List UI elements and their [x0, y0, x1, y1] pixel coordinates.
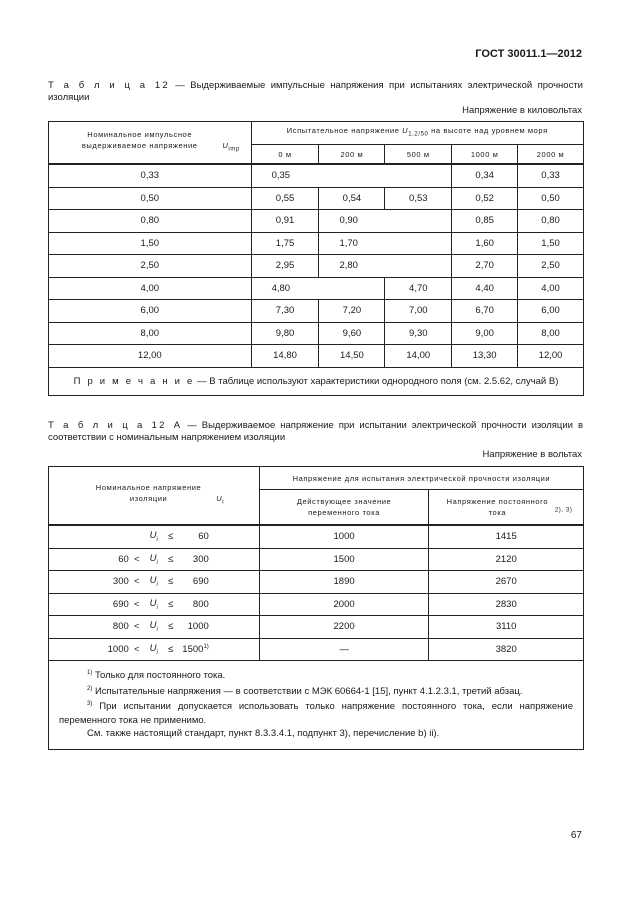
- table12-caption-text: — Выдерживаемые импульсные напряжения при испытаниях электрической прочности изоляции: [48, 80, 583, 103]
- table12-rated-value: 6,00: [49, 300, 252, 323]
- table12a-dc-value: 2830: [429, 593, 584, 616]
- table12a-col1-sub: i: [222, 499, 225, 506]
- table12-test-value: 7,30: [251, 300, 319, 323]
- table12a-col1-header: [49, 467, 260, 526]
- range-symbol-u: U: [149, 642, 157, 654]
- table12-rated-value: 2,50: [49, 255, 252, 278]
- table12-test-value: 1,70: [319, 232, 452, 255]
- table-row: [49, 277, 584, 300]
- table12-rated-value: 0,80: [49, 210, 252, 233]
- table12-note-label: П р и м е ч а н и е: [73, 375, 195, 387]
- table12-rated-value: 1,50: [49, 232, 252, 255]
- range-op-upper: ≤: [168, 598, 174, 610]
- range-op-upper: ≤: [168, 576, 174, 588]
- table-row: [49, 616, 584, 639]
- table12-test-value: 6,00: [518, 300, 584, 323]
- table12-test-value: 7,00: [385, 300, 452, 323]
- table-row: [49, 345, 584, 368]
- table-row: [49, 210, 584, 233]
- table12-test-value: 4,40: [452, 277, 518, 300]
- table12-group-sub: 1,2/50: [408, 131, 429, 138]
- table12-rated-value: 0,33: [49, 164, 252, 187]
- table12a: [48, 466, 584, 750]
- table12a-group-header: Напряжение для испытания электрической прочности изоляции: [259, 467, 583, 490]
- range-symbol-sub: i: [156, 582, 158, 589]
- table12-test-value: 0,52: [452, 187, 518, 210]
- table12a-ac-value: 1000: [259, 525, 429, 548]
- table12a-ac-header-text: Действующее значение переменного тока: [296, 497, 392, 517]
- table12-test-value: 2,80: [319, 255, 452, 278]
- table12-test-value: 0,91: [251, 210, 319, 233]
- table12-col1-header: [49, 122, 252, 165]
- table12a-dc-header: [429, 490, 584, 526]
- table12-caption-label: Т а б л и ц а 12: [48, 80, 170, 91]
- footnote-text: Только для постоянного тока.: [92, 670, 226, 682]
- table12-test-value: 0,85: [452, 210, 518, 233]
- table12a-range-cell: [49, 616, 260, 639]
- table12-altitude-header: 1000 м: [452, 145, 518, 165]
- table12-rated-value: 4,00: [49, 277, 252, 300]
- table12-test-value: 0,34: [452, 164, 518, 187]
- table12a-dc-value: 1415: [429, 525, 584, 548]
- table-row: [49, 593, 584, 616]
- range-op-lower: <: [134, 621, 140, 633]
- table12-group-symbol: U: [402, 126, 409, 136]
- table12a-dc-header-sup: 2), 3): [554, 507, 573, 514]
- range-upper: [179, 599, 209, 610]
- table-row: [49, 571, 584, 594]
- range-op-upper: ≤: [168, 531, 174, 543]
- range-lower: 60: [118, 553, 129, 565]
- footnote-mark: 1): [87, 670, 93, 676]
- range-lower: 690: [112, 598, 129, 610]
- range-symbol-u: U: [149, 575, 157, 587]
- table12a-ac-value: 1890: [259, 571, 429, 594]
- range-upper-value: 1500: [182, 643, 204, 655]
- table12-test-value: 4,70: [385, 277, 452, 300]
- table12-test-value: 2,70: [452, 255, 518, 278]
- range-upper: [179, 554, 209, 565]
- range-lower: 800: [112, 621, 129, 633]
- footnote: [59, 667, 573, 683]
- table12-caption: [48, 80, 583, 104]
- range-symbol-u: U: [149, 620, 157, 632]
- table12a-range-cell: [49, 548, 260, 571]
- range-upper-value: 300: [192, 553, 209, 565]
- range-symbol: [145, 530, 163, 543]
- table12a-range-cell: [49, 525, 260, 548]
- footnote-mark: 3): [87, 701, 93, 708]
- table-row: [49, 322, 584, 345]
- table-row: [49, 300, 584, 323]
- table12-test-value: 0,33: [518, 164, 584, 187]
- table12-col1-header-text: Номинальное импульсное выдерживаемое напряжение: [81, 130, 198, 151]
- table12-test-value: 6,70: [452, 300, 518, 323]
- range-op-lower: <: [134, 553, 140, 565]
- range-symbol-sub: i: [156, 604, 158, 611]
- range-symbol: [145, 575, 163, 588]
- table12-test-value: 13,30: [452, 345, 518, 368]
- table12-altitude-header: 200 м: [319, 145, 385, 165]
- table12-test-value: 0,54: [319, 187, 385, 210]
- table12a-ac-value: 1500: [259, 548, 429, 571]
- table12-test-value: 4,00: [518, 277, 584, 300]
- range-symbol-u: U: [149, 597, 157, 609]
- table12-rated-value: 0,50: [49, 187, 252, 210]
- table-row: [49, 638, 584, 661]
- range-op-lower: <: [134, 576, 140, 588]
- table-row: [49, 164, 584, 187]
- table12-test-value: 0,55: [251, 187, 319, 210]
- table12-col1-sub: imp: [228, 146, 240, 153]
- table12-test-value: 2,50: [518, 255, 584, 278]
- table12a-ac-value: —: [259, 638, 429, 661]
- table12-test-value: 0,35: [251, 164, 452, 187]
- table12-test-value: 0,90: [319, 210, 452, 233]
- table12a-range-cell: [49, 638, 260, 661]
- range-op-lower: <: [134, 643, 140, 655]
- range-upper-value: 690: [192, 576, 209, 588]
- range-lower: 1000: [107, 643, 129, 655]
- table12-group-header: [251, 122, 583, 145]
- table12a-dc-header-text: Напряжение постоянного тока: [446, 497, 549, 517]
- table12-test-value: 1,50: [518, 232, 584, 255]
- table12-test-value: 2,95: [251, 255, 319, 278]
- table12-test-value: 9,30: [385, 322, 452, 345]
- table-row: [49, 548, 584, 571]
- range-op-upper: ≤: [168, 553, 174, 565]
- table12a-range-cell: [49, 593, 260, 616]
- table12-test-value: 1,60: [452, 232, 518, 255]
- range-symbol-u: U: [149, 552, 157, 564]
- table12a-dc-value: 2120: [429, 548, 584, 571]
- table12-altitude-header: 500 м: [385, 145, 452, 165]
- range-symbol-sub: i: [156, 559, 158, 566]
- table-row: [49, 525, 584, 548]
- footnote: [59, 698, 573, 727]
- table12a-dc-value: 2670: [429, 571, 584, 594]
- table12-unit: Напряжение в киловольтах: [462, 105, 582, 116]
- table12a-col1-header-text: Номинальное напряжение изоляции: [95, 483, 202, 504]
- table12a-ac-value: 2200: [259, 616, 429, 639]
- table12a-range-cell: [49, 571, 260, 594]
- table12a-caption-text: — Выдерживаемое напряжение при испытании электрической прочности изоляции в соответствии с номинальным напряжением изоляции: [48, 420, 583, 443]
- table12-test-value: 0,53: [385, 187, 452, 210]
- range-upper-value: 60: [198, 531, 209, 543]
- table12-test-value: 9,00: [452, 322, 518, 345]
- range-upper: [179, 621, 209, 632]
- range-lower: 300: [112, 576, 129, 588]
- table12a-dc-value: 3110: [429, 616, 584, 639]
- range-upper: [179, 576, 209, 587]
- table-row: [49, 232, 584, 255]
- table12-test-value: 1,75: [251, 232, 319, 255]
- table12-test-value: 14,80: [251, 345, 319, 368]
- table12-test-value: 14,50: [319, 345, 385, 368]
- table12a-caption: [48, 420, 583, 444]
- table12-note-text: — В таблице используют характеристики однородного поля (см. 2.5.62, случай В): [194, 375, 559, 387]
- table12-test-value: 9,60: [319, 322, 385, 345]
- table-row: [49, 187, 584, 210]
- footnote-mark: 2): [87, 685, 93, 692]
- table-row: [49, 255, 584, 278]
- table12-col1-symbol: U: [222, 141, 229, 151]
- table12-test-value: 0,80: [518, 210, 584, 233]
- footnote-text: Испытательные напряжения — в соответствии с МЭК 60664-1 [15], пункт 4.1.2.3.1, третий абзац.: [92, 685, 523, 697]
- range-symbol: [145, 643, 163, 656]
- table12: [48, 121, 584, 396]
- range-upper-sup: 1): [203, 643, 209, 650]
- table12a-unit: Напряжение в вольтах: [482, 449, 582, 460]
- table12a-col1-symbol: U: [216, 494, 223, 504]
- table12a-footnotes: [49, 661, 584, 750]
- table12-test-value: 8,00: [518, 322, 584, 345]
- table12a-ac-header: [259, 490, 429, 526]
- standard-header: ГОСТ 30011.1—2012: [475, 48, 582, 60]
- range-symbol-sub: i: [156, 649, 158, 656]
- table12-test-value: 9,80: [251, 322, 319, 345]
- range-upper-value: 1000: [187, 621, 209, 633]
- table12a-caption-label: Т а б л и ц а 12 А: [48, 420, 183, 431]
- table12-test-value: 0,50: [518, 187, 584, 210]
- range-upper-value: 800: [192, 598, 209, 610]
- range-symbol-u: U: [149, 530, 157, 542]
- range-symbol: [145, 598, 163, 611]
- range-upper: [179, 531, 209, 542]
- table12-test-value: 4,80: [251, 277, 385, 300]
- range-op-lower: <: [134, 598, 140, 610]
- table12-test-value: 7,20: [319, 300, 385, 323]
- footnote-text: При испытании допускается использовать только напряжение постоянного тока, если напряжение переменного тока не применимо.: [59, 701, 573, 726]
- see-also-note: См. также настоящий стандарт, пункт 8.3.3.4.1, подпункт 3), перечисление b) ii).: [87, 728, 440, 740]
- footnote: [59, 683, 573, 699]
- range-symbol: [145, 553, 163, 566]
- range-symbol: [145, 620, 163, 633]
- table12-group-header-post: на высоте над уровнем моря: [431, 126, 548, 136]
- range-op-upper: ≤: [168, 643, 174, 655]
- table12-altitude-header: 0 м: [251, 145, 319, 165]
- table12-test-value: 14,00: [385, 345, 452, 368]
- page-number: 67: [570, 830, 582, 841]
- table12-altitude-header: 2000 м: [518, 145, 584, 165]
- table12a-ac-value: 2000: [259, 593, 429, 616]
- range-symbol-sub: i: [156, 537, 158, 544]
- table12-rated-value: 8,00: [49, 322, 252, 345]
- table12-test-value: 12,00: [518, 345, 584, 368]
- table12-note: [49, 367, 584, 395]
- table12-group-header-pre: Испытательное напряжение: [286, 126, 400, 136]
- table12a-dc-value: 3820: [429, 638, 584, 661]
- table12-rated-value: 12,00: [49, 345, 252, 368]
- range-upper: [179, 644, 209, 655]
- range-op-upper: ≤: [168, 621, 174, 633]
- range-symbol-sub: i: [156, 627, 158, 634]
